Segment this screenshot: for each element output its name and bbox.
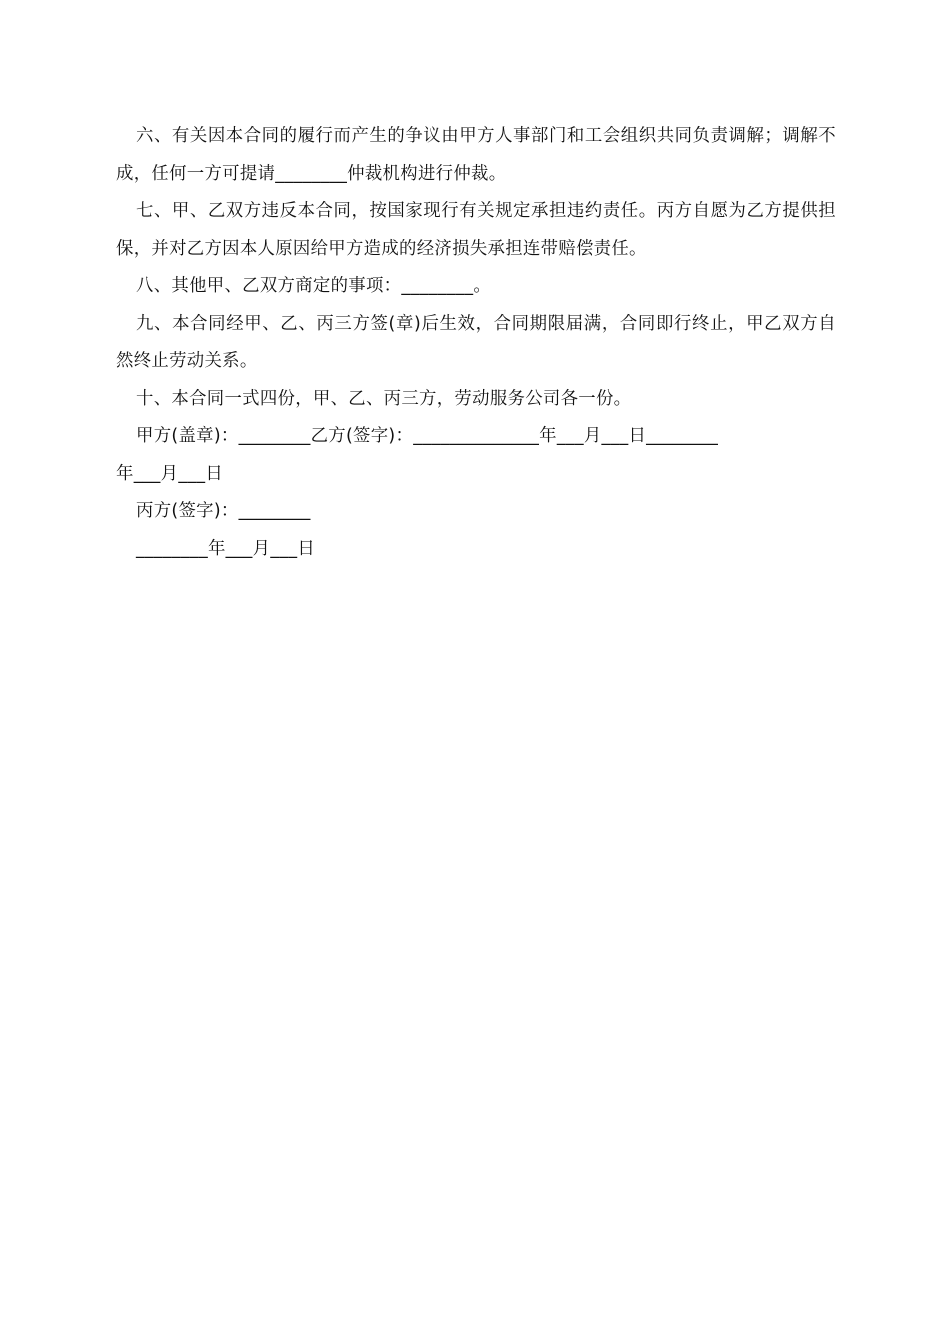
clause-ten: 十、本合同一式四份，甲、乙、丙三方，劳动服务公司各一份。 (136, 388, 632, 409)
clause-six: 六、有关因本合同的履行而产生的争议由甲方人事部门和工会组织共同负责调解；调解不成，任何一方可提请________仲裁机构进行仲裁。 (116, 126, 836, 184)
clause-nine: 九、本合同经甲、乙、丙三方签(章)后生效，合同期限届满，合同即行终止，甲乙双方自然终止劳动关系。 (116, 313, 836, 371)
clause-seven: 七、甲、乙双方违反本合同，按国家现行有关规定承担违约责任。丙方自愿为乙方提供担保，并对乙方因本人原因给甲方造成的经济损失承担连带赔偿责任。 (116, 201, 836, 259)
contract-body (116, 118, 836, 568)
signature-party-c-date: ________年___月___日 (136, 538, 316, 559)
clause-eight: 八、其他甲、乙双方商定的事项：________。 (136, 276, 492, 296)
signature-party-c: 丙方(签字)：________ (136, 501, 311, 521)
signature-party-a-b: 甲方(盖章)：________乙方(签字)：______________年___月___日________ (136, 426, 719, 446)
signature-party-a-b-date: 年___月___日 (116, 463, 224, 484)
